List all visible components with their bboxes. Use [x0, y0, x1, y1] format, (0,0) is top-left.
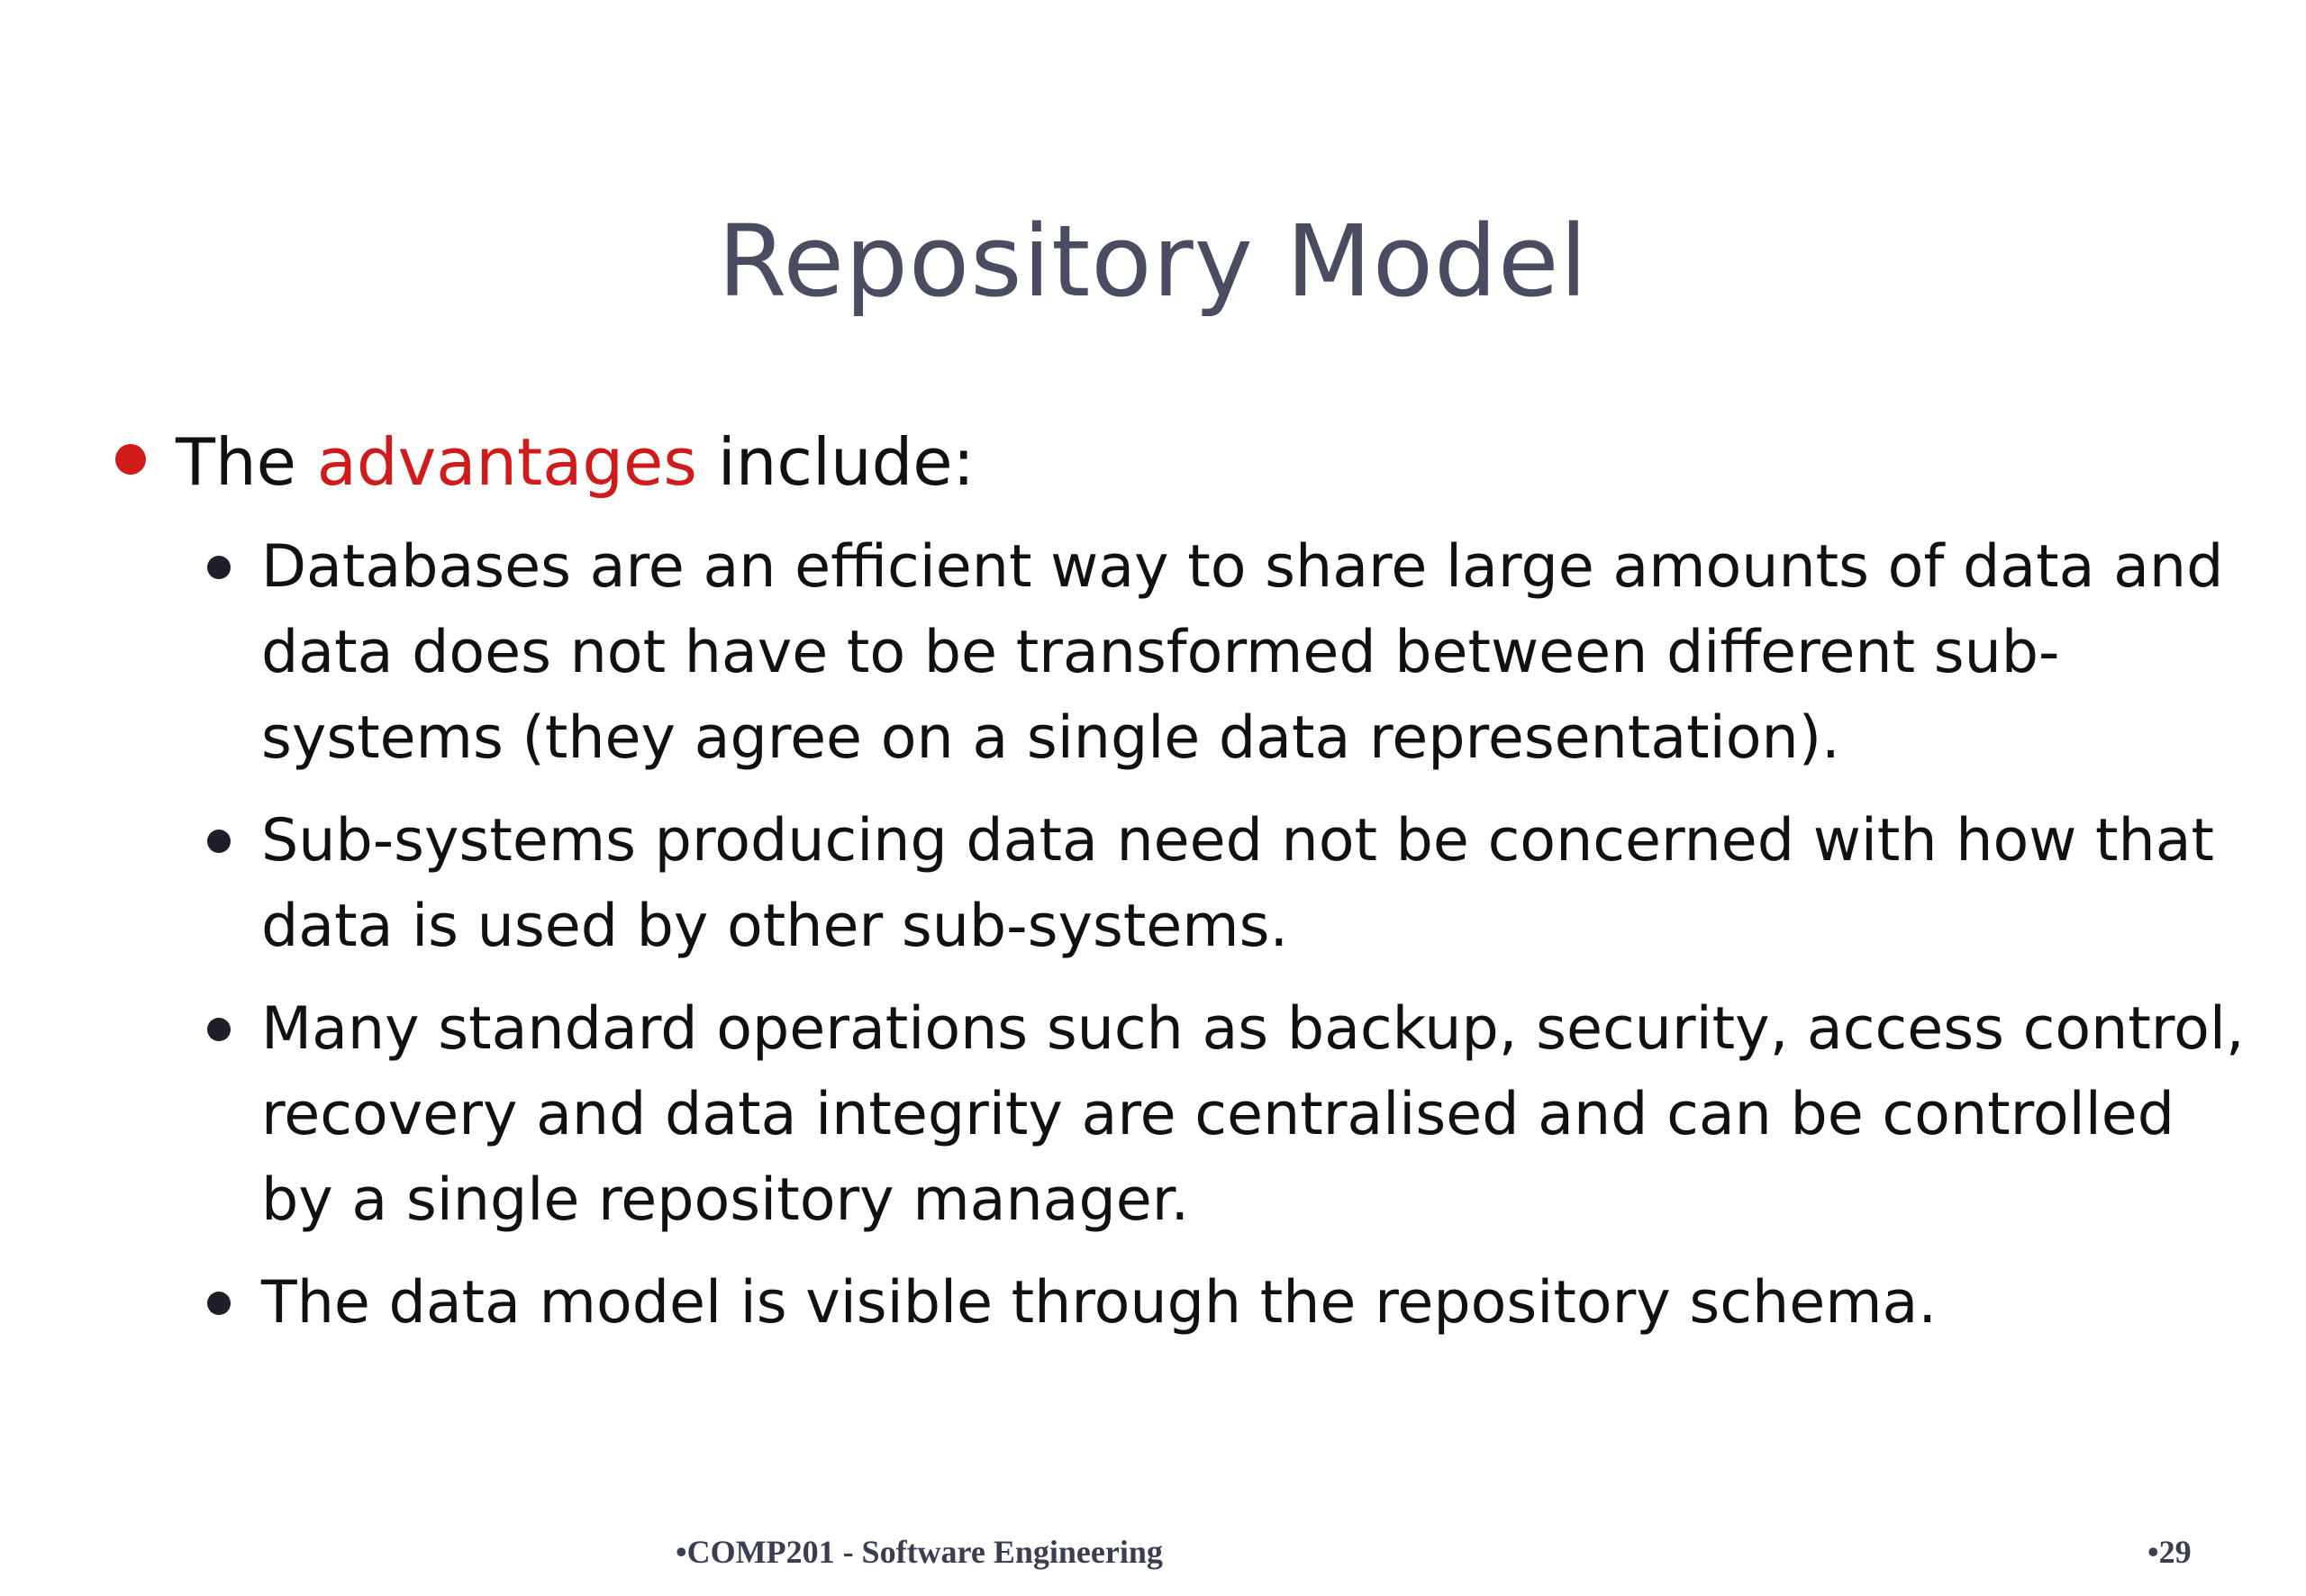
- sub-bullet-line: Many standard operations such as backup, security, access control,: [261, 995, 2245, 1063]
- sub-bullet-item: [261, 1260, 2207, 1346]
- sub-bullet-item: [261, 798, 2215, 969]
- main-bullet-highlight: advantages: [316, 424, 697, 500]
- footer-course: •COMP201 - Software Engineering: [676, 1534, 1163, 1570]
- sub-bullet-dot-icon: [207, 556, 231, 579]
- sub-bullet-line: Databases are an efficient way to share large amounts of data and: [261, 533, 2224, 601]
- sub-bullet-line: Sub-systems producing data need not be concerned with how that: [261, 807, 2215, 875]
- main-bullet-prefix: The: [176, 424, 317, 500]
- sub-bullet-line: by a single repository manager.: [261, 1166, 1190, 1234]
- bullet-dot-icon: [115, 444, 146, 475]
- main-bullet-suffix: include:: [696, 424, 975, 500]
- sub-bullet-dot-icon: [207, 830, 231, 853]
- sub-bullet-line: systems (they agree on a single data representation).: [261, 704, 1840, 772]
- sub-bullet-item: [261, 986, 2245, 1243]
- sub-bullet-line: recovery and data integrity are centralised and can be controlled: [261, 1081, 2175, 1148]
- slide-title: Repository Model: [717, 204, 1589, 319]
- main-bullet-text: [176, 422, 975, 503]
- sub-bullet-line: data does not have to be transformed between different sub-: [261, 619, 2060, 686]
- sub-bullet-item: [261, 524, 2224, 781]
- sub-bullet-dot-icon: [207, 1018, 231, 1041]
- footer-page-number: •29: [2147, 1534, 2192, 1570]
- sub-bullet-line: data is used by other sub-systems.: [261, 893, 1289, 960]
- sub-bullet-line: The data model is visible through the repository schema.: [261, 1269, 1938, 1337]
- sub-bullet-dot-icon: [207, 1292, 231, 1315]
